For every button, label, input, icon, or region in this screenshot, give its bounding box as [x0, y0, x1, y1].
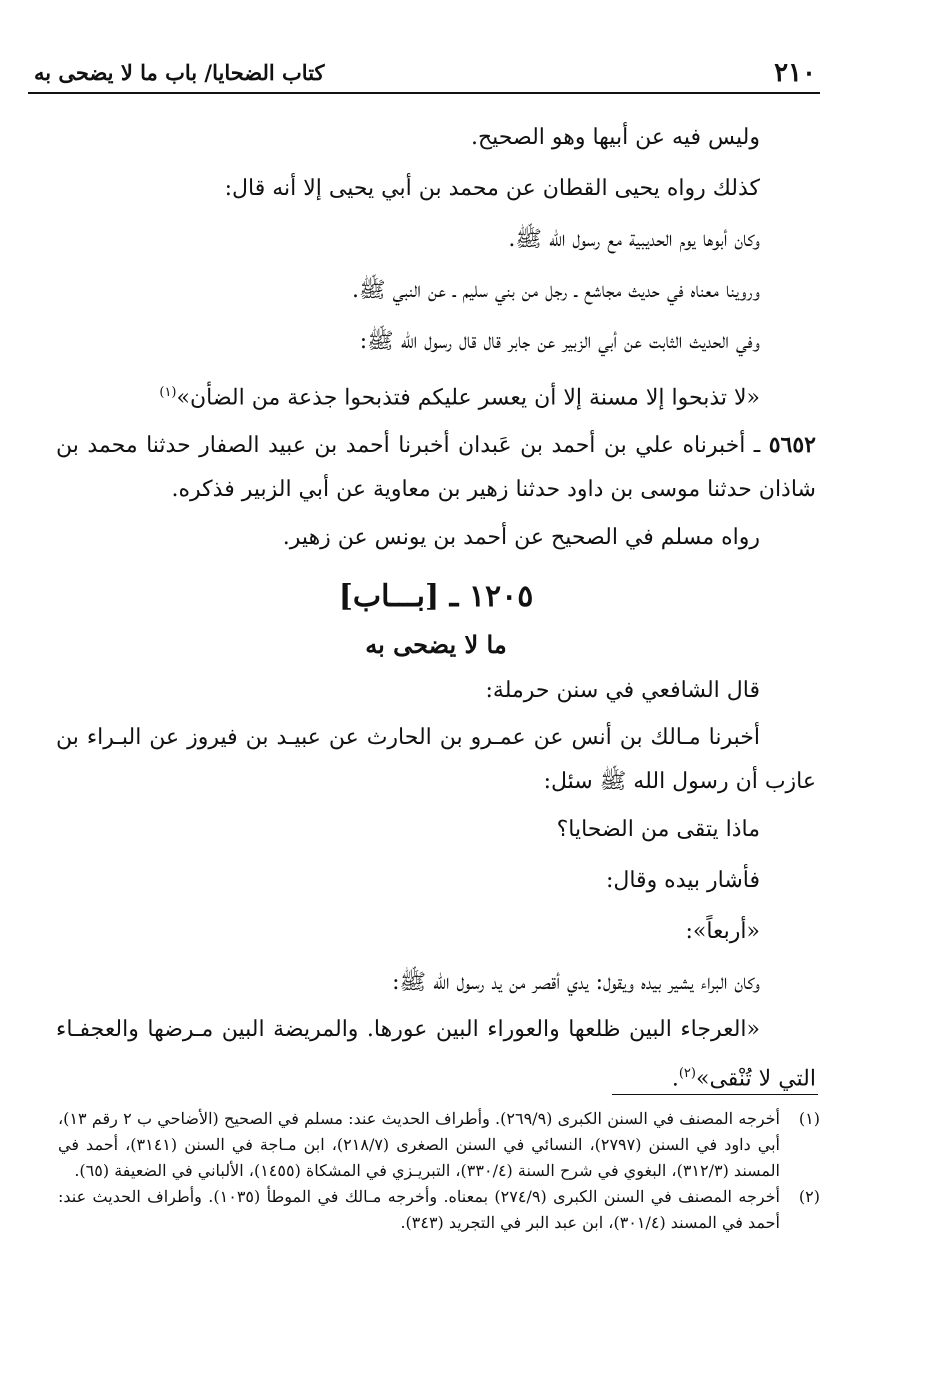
- text-line: وكان أبوها يوم الحديبية مع رسول الله ﷺ.: [508, 227, 760, 252]
- hadith-text: ـ أخبرناه علي بن أحمد بن عَبدان أخبرنا أحمد بن عبيد الصفار حدثنا محمد بن شاذان حدثنا موسى بن داود حدثنا زهير بن معاوية عن أبي الزبير فذكره.: [56, 433, 816, 503]
- text-line: كذلك رواه يحيى القطان عن محمد بن أبي يحيى إلا أنه قال:: [224, 176, 760, 201]
- footnote-marker: (٢): [798, 1187, 820, 1206]
- hadith-quote: «لا تذبحوا إلا مسنة إلا أن يعسر عليكم فتذبحوا جذعة من الضأن»: [176, 385, 760, 411]
- footnote-text: أخرجه المصنف في السنن الكبرى (٢٧٤/٩) بمعناه. وأخرجه مـالك في الموطأ (١٠٣٥). وأطراف الحديث عند: أحمد في المسند (٣٠١/٤)، ابن عبد البر في التجريد (٣٤٣).: [58, 1187, 780, 1232]
- text-line: وليس فيه عن أبيها وهو الصحيح.: [470, 125, 760, 150]
- text-line: «أربعاً»:: [685, 919, 760, 945]
- footnote-text: أخرجه المصنف في السنن الكبرى (٢٦٩/٩). وأطراف الحديث عند: مسلم في الصحيح (الأضاحي ب ٢ رقم ١٣)، أبي داود في السنن (٢٧٩٧)، النسائي في السنن الصغرى (٢١٨/٧)، ابن مـاجة في السنن (٣١٤١)، أحمد في المسند (٣١٢/٣)، البغوي في شرح السنة (٣٣٠/٤)، التبريـزي في المشكاة (١٤٥٥)، الألباني في الضعيفة (٦٥).: [58, 1109, 781, 1180]
- footnote-2: [58, 1184, 820, 1236]
- page-header: [28, 52, 820, 94]
- text-line: وفي الحديث الثابت عن أبي الزبير عن جابر قال قال رسول الله ﷺ:: [359, 329, 760, 354]
- hadith-paragraph: [56, 423, 816, 512]
- final-paragraph: «العرجاء البين ظلعها والعوراء البين عورها. والمريضة البين مـرضها والعجفـاء التي لا تُنْقى»$^{(٢)}$.: [56, 1017, 816, 1092]
- chapter-subtitle: ما لا يضحى به: [365, 630, 507, 660]
- text-line: وكان البراء يشير بيده ويقول: يدي أقصر من يد رسول الله ﷺ:: [392, 970, 760, 996]
- text-line: فأشار بيده وقال:: [605, 868, 760, 894]
- text-line: قال الشافعي في سنن حرملة:: [485, 678, 760, 704]
- final-quote: «العرجاء البين ظلعها والعوراء البين عورها. والمريضة البين مـرضها والعجفـاء التي لا تُنْقى»: [56, 1017, 816, 1092]
- running-title: كتاب الضحايا/ باب ما لا يضحى به: [34, 60, 325, 85]
- text-line: وروينا معناه في حديث مجاشع ـ رجل من بني سليم ـ عن النبي ﷺ.: [352, 278, 760, 303]
- footnote-1: [58, 1106, 820, 1184]
- chapter-heading: ١٢٠٥ ـ [بـــاب]: [338, 579, 534, 615]
- chapter-paragraph: أخبرنا مـالك بن أنس عن عمـرو بن الحارث عن عبيـد بن فيروز عن البـراء بن عازب أن رسول الله ﷺ سئل:: [56, 725, 816, 795]
- hadith-number: ٥٦٥٢: [768, 432, 816, 459]
- footnote-divider: [612, 1094, 818, 1095]
- footnote-marker: (١): [798, 1109, 820, 1128]
- page-number: ٢١٠: [774, 58, 816, 88]
- text-line: ماذا يتقى من الضحايا؟: [556, 817, 760, 843]
- text-line: [56, 367, 816, 423]
- text-line: رواه مسلم في الصحيح عن أحمد بن يونس عن زهير.: [282, 525, 760, 551]
- footnote-ref: (١): [159, 385, 177, 400]
- footnotes: [58, 1106, 820, 1236]
- footnote-ref: (٢): [678, 1066, 696, 1082]
- main-text: [56, 112, 816, 1102]
